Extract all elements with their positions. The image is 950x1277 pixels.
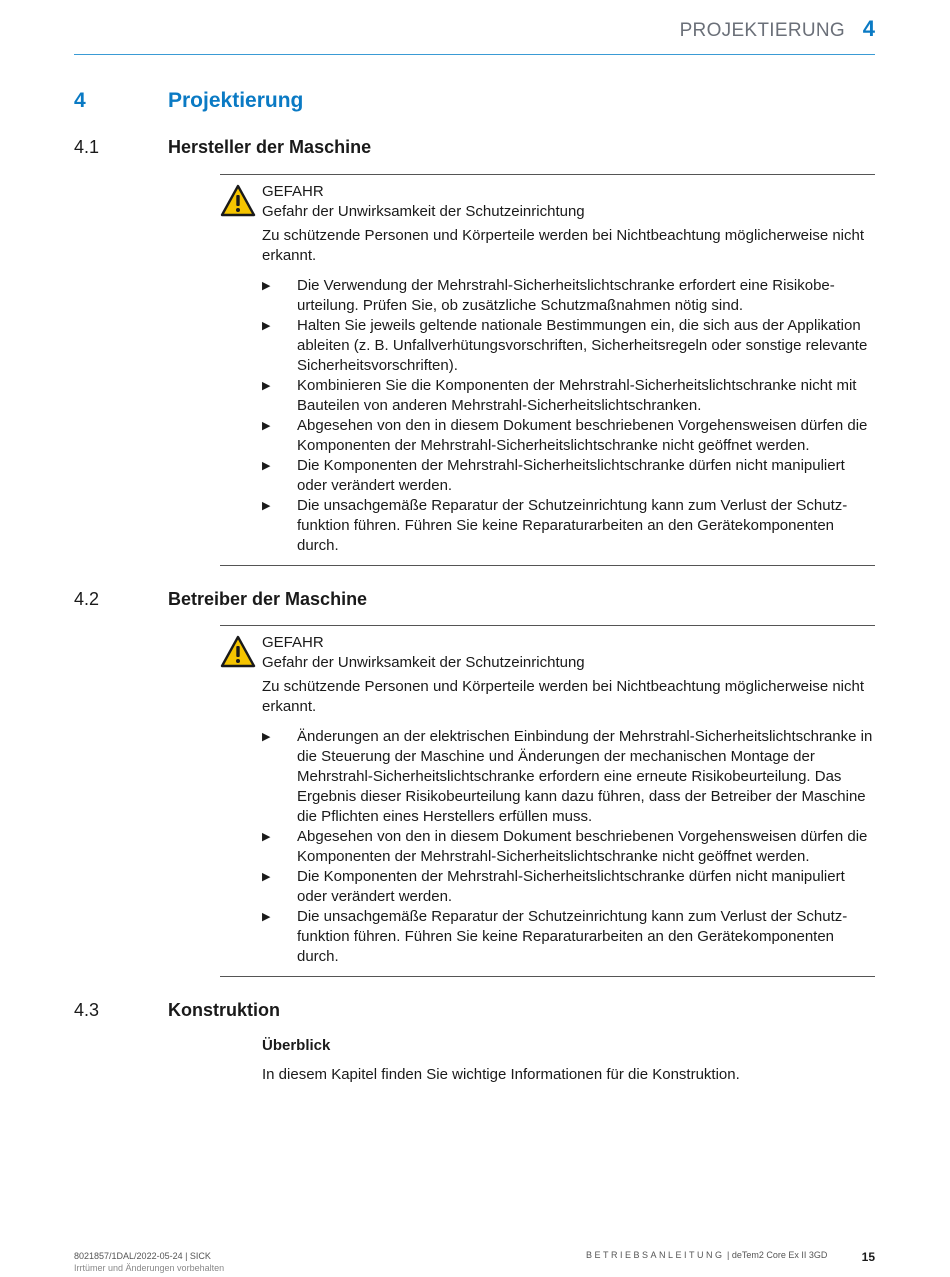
overview-text: In diesem Kapitel finden Sie wichtige Informationen für die Konstruktion.: [262, 1066, 740, 1083]
list-item-text: Kombinieren Sie die Komponenten der Mehrstrahl-Sicherheitslichtschranke nicht mit Bauteilen von anderen Mehrstrahl-Sicherheitslichtschranken.: [297, 377, 857, 414]
triangle-right-icon: ▶: [262, 320, 271, 332]
header-title: PROJEKTIERUNG: [679, 20, 845, 41]
list-item-text: Die Verwendung der Mehrstrahl-Sicherheitslichtschranke erfordert eine Risikobeurteilung. Prüfen Sie, ob zusätzliche Schutzmaßnahmen nötig sind.: [297, 277, 835, 314]
hazard-notice: [220, 174, 875, 566]
triangle-right-icon: ▶: [262, 871, 271, 883]
list-item-text: Abgesehen von den in diesem Dokument beschriebenen Vorgehensweisen dürfen die Komponenten der Mehrstrahl-Sicherheitslichtschranke nicht geöffnet werden.: [297, 417, 868, 454]
footer-doc-type: BETRIEBSANLEITUNG: [586, 1250, 725, 1260]
list-item-text: Die unsachgemäße Reparatur der Schutzeinrichtung kann zum Verlust der Schutzfunktion führen. Führen Sie keine Reparaturarbeiten an den Gerätekomponenten durch.: [297, 497, 848, 554]
list-item: [262, 827, 875, 867]
section-title: Konstruktion: [168, 1000, 280, 1020]
chapter-number: 4: [74, 89, 86, 112]
list-item-text: Abgesehen von den in diesem Dokument beschriebenen Vorgehensweisen dürfen die Komponenten der Mehrstrahl-Sicherheitslichtschranke nicht geöffnet werden.: [297, 828, 868, 865]
list-item: [262, 276, 875, 316]
hazard-measures-list: [262, 276, 875, 556]
footer-disclaimer: Irrtümer und Änderungen vorbehalten: [74, 1263, 225, 1273]
triangle-right-icon: ▶: [262, 420, 271, 432]
header-chapter-number: 4: [862, 16, 875, 41]
section-number: 4.3: [74, 1000, 100, 1020]
list-item-text: Die Komponenten der Mehrstrahl-Sicherheitslichtschranke dürfen nicht manipuliert oder verändert werden.: [297, 457, 845, 494]
triangle-right-icon: ▶: [262, 380, 271, 392]
section-title: Betreiber der Maschine: [168, 589, 368, 609]
list-item: [262, 316, 875, 376]
hazard-consequence: Zu schützende Personen und Körperteile werden bei Nichtbeachtung möglicherweise nicht erkannt.: [262, 227, 865, 264]
hazard-notice: [220, 625, 875, 977]
hazard-subtitle: Gefahr der Unwirksamkeit der Schutzeinrichtung: [262, 654, 585, 671]
footer-document-title: [586, 1250, 827, 1260]
hazard-signal-word: GEFAHR: [262, 183, 324, 200]
hazard-signal-word: GEFAHR: [262, 634, 324, 651]
list-item: [262, 496, 875, 556]
list-item: [262, 907, 875, 967]
warning-triangle-icon: [220, 635, 256, 668]
section-number: 4.2: [74, 589, 100, 609]
triangle-right-icon: ▶: [262, 280, 271, 292]
triangle-right-icon: ▶: [262, 460, 271, 472]
warning-triangle-icon: [220, 184, 256, 217]
list-item-text: Änderungen an der elektrischen Einbindung der Mehrstrahl-Sicherheitslichtschranke in die Steuerung der Maschine und Änderungen der mechanischen Montage der Mehrstrahl-Sicherheitslichtschranke erfordern eine erneute Risikobeurteilung. Das Ergebnis dieser Risikobeurteilung kann dazu führen, dass der Betreiber der Maschine die Pflichten eines Herstellers erfüllen muss.: [297, 728, 873, 825]
list-item: [262, 727, 875, 827]
footer-doc-id: 8021857/1DAL/2022-05-24 | SICK: [74, 1251, 211, 1261]
section-number: 4.1: [74, 137, 100, 157]
hazard-measures-list: [262, 727, 875, 967]
list-item: [262, 867, 875, 907]
hazard-consequence: Zu schützende Personen und Körperteile werden bei Nichtbeachtung möglicherweise nicht erkannt.: [262, 678, 865, 715]
triangle-right-icon: ▶: [262, 500, 271, 512]
hazard-subtitle: Gefahr der Unwirksamkeit der Schutzeinrichtung: [262, 203, 585, 220]
footer-document-info: [74, 1250, 224, 1274]
chapter-title: Projektierung: [168, 89, 304, 112]
list-item: [262, 376, 875, 416]
page-number: 15: [861, 1250, 875, 1264]
triangle-right-icon: ▶: [262, 831, 271, 843]
overview-heading: Überblick: [262, 1037, 331, 1054]
section-title: Hersteller der Maschine: [168, 137, 372, 157]
triangle-right-icon: ▶: [262, 731, 271, 743]
list-item: [262, 416, 875, 456]
triangle-right-icon: ▶: [262, 911, 271, 923]
list-item-text: Die Komponenten der Mehrstrahl-Sicherheitslichtschranke dürfen nicht manipuliert oder verändert werden.: [297, 868, 845, 905]
list-item-text: Die unsachgemäße Reparatur der Schutzeinrichtung kann zum Verlust der Schutzfunktion führen. Führen Sie keine Reparaturarbeiten an den Gerätekomponenten durch.: [297, 908, 848, 965]
page-header: [74, 0, 875, 55]
footer-product: | deTem2 Core Ex II 3GD: [727, 1250, 828, 1260]
list-item: [262, 456, 875, 496]
list-item-text: Halten Sie jeweils geltende nationale Bestimmungen ein, die sich aus der Applikation ableiten (z. B. Unfallverhütungsvorschriften, Sicherheitsregeln oder sonstige relevante Sicherheitsvorschriften).: [297, 317, 868, 374]
